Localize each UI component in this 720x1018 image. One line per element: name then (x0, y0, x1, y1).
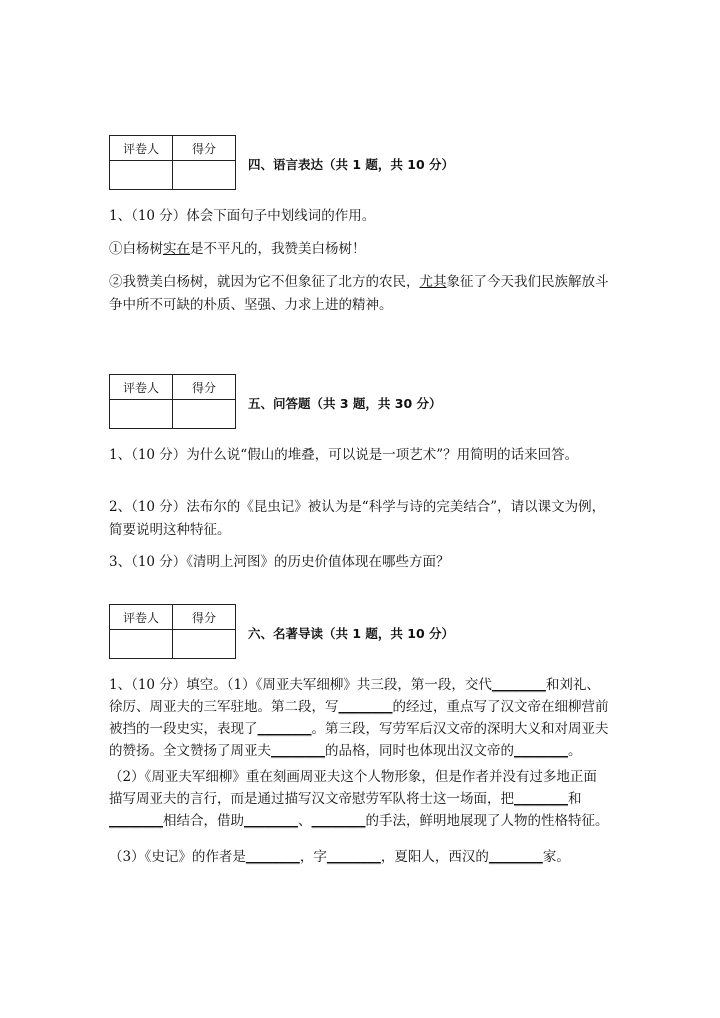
section4-q1-sentence1: ①白杨树实在是不平凡的，我赞美白杨树！ (109, 241, 366, 257)
section5-q1: 1、（10 分）为什么说“假山的堆叠，可以说是一项艺术”？用简明的话来回答。 (109, 447, 579, 463)
grader-header: 评卷人 (110, 375, 173, 400)
score-header: 得分 (173, 605, 236, 630)
score-header: 得分 (173, 375, 236, 400)
section5-q3: 3、（10 分）《清明上河图》的历史价值体现在哪些方面？ (109, 554, 450, 570)
answer-blank[interactable]: ________ (338, 699, 393, 715)
grader-header: 评卷人 (110, 605, 173, 630)
score-table-section6 (109, 604, 236, 659)
section6-q1-part3: （3）《史记》的作者是________，字________，夏阳人，西汉的________家。 (109, 849, 570, 865)
answer-blank[interactable]: ________ (257, 721, 312, 737)
grader-cell[interactable] (110, 400, 173, 429)
grader-header: 评卷人 (110, 136, 173, 161)
section6-q1-part2: （2）《周亚夫军细柳》重在刻画周亚夫这个人物形象，但是作者并没有过多地正面描写周亚夫的言行，而是通过描写汉文帝慰劳军队将士这一场面，把________和________相结合，借助________、________的手法，鲜明地展现了人物的性格特征。 (109, 769, 609, 829)
score-table-section4 (109, 135, 236, 190)
section6-title: 六、名著导读（共 1 题，共 10 分） (248, 626, 455, 641)
answer-blank[interactable]: ________ (491, 677, 546, 693)
answer-blank[interactable]: ________ (109, 813, 163, 829)
answer-blank[interactable]: ________ (488, 849, 543, 865)
answer-blank[interactable]: ________ (514, 791, 568, 807)
underlined-word-1: 实在 (163, 241, 190, 257)
section5-title: 五、问答题（共 3 题，共 30 分） (248, 396, 442, 411)
score-cell[interactable] (173, 161, 236, 190)
section4-q1-sentence2: ②我赞美白杨树，就因为它不但象征了北方的农民，尤其象征了今天我们民族解放斗争中所不可缺的朴质、坚强、力求上进的精神。 (109, 274, 609, 313)
answer-blank[interactable]: ________ (326, 849, 381, 865)
section4-q1-stem: 1、（10 分）体会下面句子中划线词的作用。 (109, 208, 376, 224)
answer-blank[interactable]: ________ (271, 743, 325, 759)
answer-blank[interactable]: ________ (311, 813, 366, 829)
section4-title: 四、语言表达（共 1 题，共 10 分） (248, 157, 455, 172)
score-header: 得分 (173, 136, 236, 161)
score-table-section5 (109, 374, 236, 429)
answer-blank[interactable]: ________ (245, 849, 300, 865)
score-cell[interactable] (173, 630, 236, 659)
section5-q2: 2、（10 分）法布尔的《昆虫记》被认为是“科学与诗的完美结合”，请以课文为例，简要说明这种特征。 (109, 499, 606, 538)
grader-cell[interactable] (110, 161, 173, 190)
answer-blank[interactable]: ________ (514, 743, 568, 759)
underlined-word-2: 尤其 (419, 274, 447, 290)
score-cell[interactable] (173, 400, 236, 429)
section6-q1-part1: 1、（10 分）填空。（1）《周亚夫军细柳》共三段，第一段，交代________和刘礼、徐厉、周亚夫的三军驻地。第二段，写________的经过，重点写了汉文帝在细柳营前被挡的一段史实，表现了________。第三段，写劳军后汉文帝的深明大义和对周亚夫的赞扬。全文赞扬了周亚夫________的品格，同时也体现出汉文帝的________。 (109, 677, 609, 759)
answer-blank[interactable]: ________ (244, 813, 298, 829)
grader-cell[interactable] (110, 630, 173, 659)
